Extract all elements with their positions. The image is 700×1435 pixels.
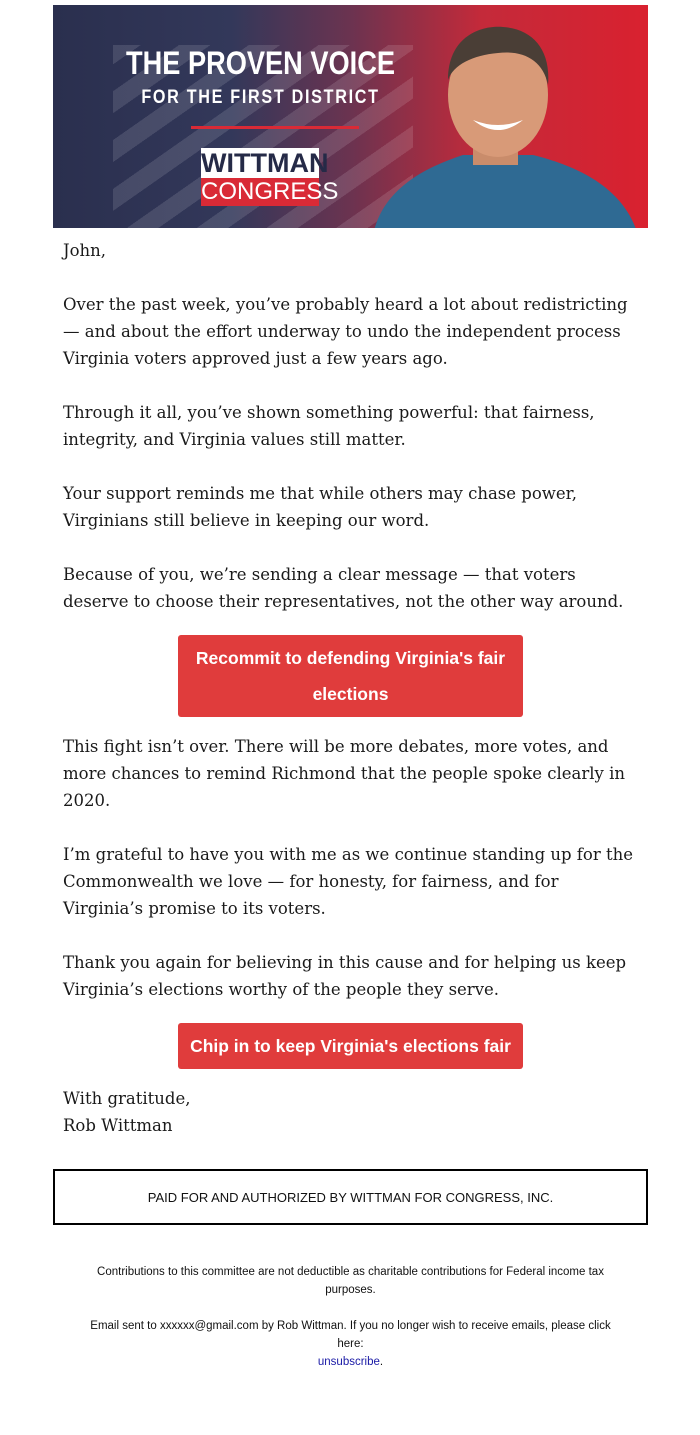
tax-disclaimer: Contributions to this committee are not deductible as charitable contributions for Federal income tax purposes. bbox=[97, 1266, 604, 1296]
wittman-congress-logo bbox=[201, 148, 339, 206]
email-container bbox=[53, 5, 648, 1371]
recommit-button[interactable]: Recommit to defending Virginia's fair elections bbox=[178, 635, 523, 717]
closing bbox=[63, 1085, 638, 1139]
banner-subheadline: FOR THE FIRST DISTRICT bbox=[141, 87, 380, 108]
email-notice-text: Email sent to xxxxxx@gmail.com by Rob Wittman. If you no longer wish to receive emails, please click here: bbox=[90, 1320, 611, 1350]
candidate-photo bbox=[353, 15, 643, 228]
email-notice bbox=[78, 1317, 623, 1371]
closing-text: With gratitude, bbox=[63, 1089, 191, 1108]
paid-for-box: PAID FOR AND AUTHORIZED BY WITTMAN FOR CONGRESS, INC. bbox=[53, 1169, 648, 1225]
paragraph: Through it all, you’ve shown something powerful: that fairness, integrity, and Virginia values still matter. bbox=[63, 403, 595, 449]
email-body bbox=[53, 237, 648, 1139]
period: . bbox=[379, 1356, 384, 1368]
paragraph: Because of you, we’re sending a clear message — that voters deserve to choose their representatives, not the other way around. bbox=[63, 565, 624, 611]
banner-divider bbox=[191, 126, 359, 129]
paragraph: This fight isn’t over. There will be more debates, more votes, and more chances to remind Richmond that the people spoke clearly in 2020. bbox=[63, 737, 625, 810]
greeting: John, bbox=[63, 241, 107, 260]
paragraph: Your support reminds me that while others may chase power, Virginians still believe in keeping our word. bbox=[63, 484, 577, 530]
banner-headline: THE PROVEN VOICE bbox=[125, 45, 396, 81]
paragraph: I’m grateful to have you with me as we continue standing up for the Commonwealth we love — for honesty, for fairness, and for Virginia’s promise to its voters. bbox=[63, 845, 633, 918]
chip-in-button[interactable]: Chip in to keep Virginia's elections fair bbox=[178, 1023, 523, 1069]
logo-bottom: CONGRESS bbox=[201, 178, 339, 205]
signature: Rob Wittman bbox=[63, 1116, 173, 1135]
paragraph: Thank you again for believing in this cause and for helping us keep Virginia’s elections worthy of the people they serve. bbox=[63, 953, 627, 999]
paragraph: Over the past week, you’ve probably heard a lot about redistricting — and about the effort underway to undo the independent process Virginia voters approved just a few years ago. bbox=[63, 295, 628, 368]
header-banner bbox=[53, 5, 648, 228]
unsubscribe-link[interactable]: unsubscribe bbox=[317, 1356, 380, 1368]
logo-top: WITTMAN bbox=[201, 148, 329, 178]
footer bbox=[53, 1263, 648, 1371]
